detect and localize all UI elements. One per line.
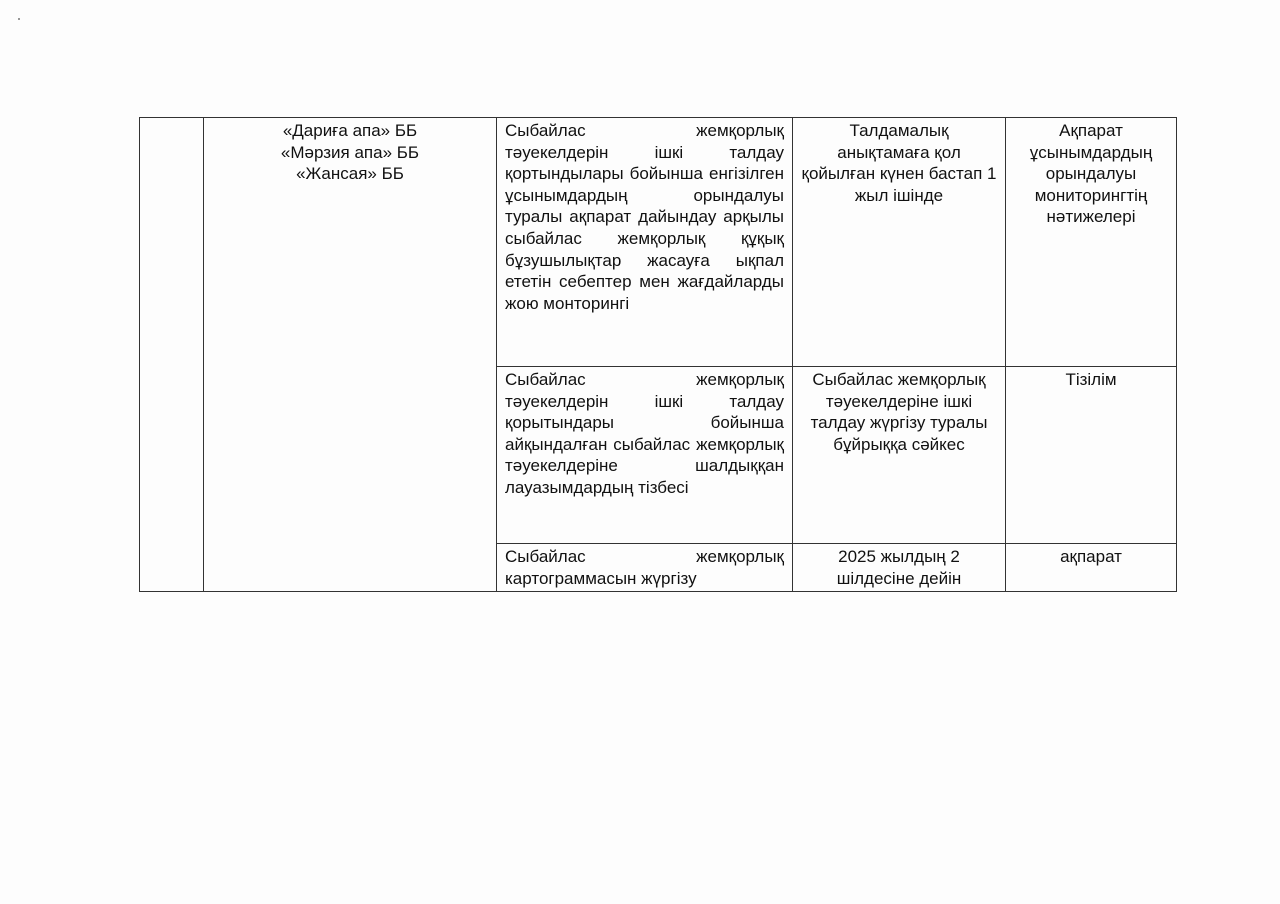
term-cell: Сыбайлас жемқорлық тәуекелдеріне ішкі талдау жүргізу туралы бұйрыққа сәйкес: [793, 367, 1006, 544]
organization-name: «Жансая» ББ: [296, 164, 404, 184]
term-cell: Талдамалық анықтамаға қол қойылған күнен бастап 1 жыл ішінде: [793, 118, 1006, 367]
activity-cell: Сыбайлас жемқорлық тәуекелдерін ішкі талдау қортындылары бойынша енгізілген ұсынымдардың орындалуы туралы ақпарат дайындау арқылы сыбайлас жемқорлық құқық бұзушылықтар жасауға ықпал ететін себептер мен жағдайларды жою монторингі: [497, 118, 793, 367]
organization-name: «Дариға апа» ББ: [282, 121, 418, 140]
organization-name: «Мәрзия апа» ББ: [280, 142, 420, 162]
activity-cell: Сыбайлас жемқорлық тәуекелдерін ішкі талдау қорытындары бойынша айқындалған сыбайлас жемқорлық тәуекелдеріне шалдыққан лауазымдардың тізбесі: [497, 367, 793, 544]
organization-cell: [204, 118, 497, 592]
completion-form-cell: Ақпарат ұсынымдардың орындалуы мониторингтің нәтижелері: [1006, 118, 1177, 367]
completion-form-cell: Тізілім: [1006, 367, 1177, 544]
term-cell: 2025 жылдың 2 шілдесіне дейін: [793, 544, 1006, 592]
number-cell: [140, 118, 204, 592]
table-row: [140, 118, 1177, 367]
plan-table: [139, 117, 1177, 592]
completion-form-cell: ақпарат: [1006, 544, 1177, 592]
scan-speck: [18, 18, 20, 20]
activity-cell: Сыбайлас жемқорлық картограммасын жүргізу: [497, 544, 793, 592]
